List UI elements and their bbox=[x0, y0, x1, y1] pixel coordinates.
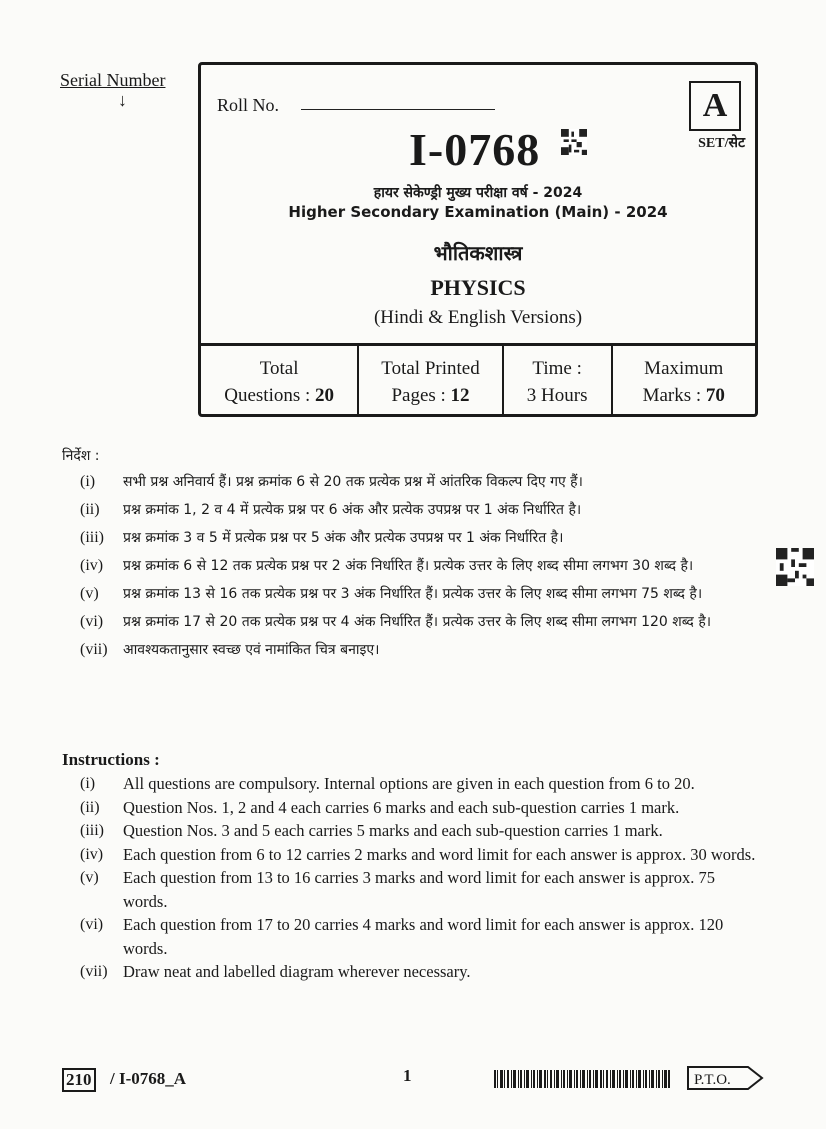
list-item: (vi) Each question from 17 to 20 carries 4 marks and word limit for each answer is approx. 120 words. bbox=[80, 915, 724, 958]
stat-max-marks bbox=[613, 346, 755, 417]
stat-total-pages bbox=[359, 346, 503, 417]
barcode-icon bbox=[494, 1070, 670, 1088]
list-item: (iii) प्रश्न क्रमांक 3 व 5 में प्रत्येक प्रश्न पर 5 अंक और प्रत्येक उपप्रश्न पर 1 अंक निर्धारित है। bbox=[80, 529, 564, 546]
list-item: (vii) आवश्यकतानुसार स्वच्छ एवं नामांकित चित्र बनाइए। bbox=[80, 641, 380, 658]
stat-time bbox=[504, 346, 613, 417]
footer-paper-ref: / I-0768_A bbox=[110, 1069, 187, 1088]
roll-number-field[interactable] bbox=[301, 109, 495, 110]
exam-title-english: Higher Secondary Examination (Main) - 2024 bbox=[288, 203, 668, 221]
paper-code: I-0768 bbox=[409, 124, 541, 175]
list-item: (iv) Each question from 6 to 12 carries 2 marks and word limit for each answer is approx. 30 words. bbox=[80, 844, 756, 864]
stat-line1: Maximum bbox=[644, 357, 724, 379]
list-item: (i) All questions are compulsory. Internal options are given in each question from 6 to 20. bbox=[80, 774, 695, 793]
instructions-hindi-title: निर्देश : bbox=[62, 448, 100, 464]
set-letter-box: A bbox=[689, 81, 741, 131]
page-number: 1 bbox=[403, 1066, 412, 1085]
instructions-hindi-list bbox=[80, 468, 770, 664]
roll-number-label: Roll No. bbox=[217, 95, 280, 115]
versions-note: (Hindi & English Versions) bbox=[373, 307, 583, 328]
stat-line2: 3 Hours bbox=[526, 384, 588, 406]
stat-line2: Questions : 20 bbox=[224, 384, 335, 406]
qr-code-icon bbox=[561, 129, 587, 155]
exam-title-hindi: हायर सेकेण्ड्री मुख्य परीक्षा वर्ष - 2024 bbox=[373, 185, 583, 201]
instructions-english-list bbox=[80, 772, 760, 984]
set-label: SET/सेट bbox=[698, 136, 745, 151]
stat-line2: Marks : 70 bbox=[642, 384, 725, 406]
stat-total-questions bbox=[201, 346, 359, 417]
header-box bbox=[198, 62, 758, 417]
qr-code-icon bbox=[776, 548, 814, 586]
list-item: (vi) प्रश्न क्रमांक 17 से 20 तक प्रत्येक प्रश्न पर 4 अंक निर्धारित हैं। प्रत्येक उत्तर के लिए शब्द सीमा लगभग 120 शब्द है। bbox=[80, 613, 712, 630]
subject-english: PHYSICS bbox=[430, 275, 526, 300]
stat-line2: Pages : 12 bbox=[391, 384, 470, 406]
list-item: (ii) प्रश्न क्रमांक 1, 2 व 4 में प्रत्येक प्रश्न पर 6 अंक और प्रत्येक उपप्रश्न पर 1 अंक निर्धारित है। bbox=[80, 501, 582, 518]
footer-code-box: 210 bbox=[62, 1068, 96, 1092]
pto-arrow-badge bbox=[686, 1064, 764, 1092]
down-arrow-icon: ↓ bbox=[118, 90, 127, 110]
stats-row bbox=[201, 343, 755, 417]
stat-line1: Total Printed bbox=[381, 357, 480, 379]
serial-number-label: Serial Number bbox=[60, 70, 166, 90]
list-item: (i) सभी प्रश्न अनिवार्य हैं। प्रश्न क्रमांक 6 से 20 तक प्रत्येक प्रश्न में आंतरिक विकल्प दिए गए हैं। bbox=[80, 473, 583, 490]
list-item: (v) Each question from 13 to 16 carries 3 marks and word limit for each answer is approx. 75 words. bbox=[80, 868, 716, 911]
instructions-english-title: Instructions : bbox=[62, 750, 160, 769]
pto-label: P.T.O. bbox=[694, 1072, 731, 1088]
subject-hindi: भौतिकशास्त्र bbox=[433, 241, 523, 265]
stat-line1: Time : bbox=[532, 357, 582, 379]
list-item: (iv) प्रश्न क्रमांक 6 से 12 तक प्रत्येक प्रश्न पर 2 अंक निर्धारित हैं। प्रत्येक उत्तर के लिए शब्द सीमा लगभग 30 शब्द है। bbox=[80, 557, 694, 574]
stat-line1: Total bbox=[259, 357, 299, 379]
list-item: (v) प्रश्न क्रमांक 13 से 16 तक प्रत्येक प्रश्न पर 3 अंक निर्धारित हैं। प्रत्येक उत्तर के लिए शब्द सीमा लगभग 75 शब्द है। bbox=[80, 585, 703, 602]
list-item: (vii) Draw neat and labelled diagram wherever necessary. bbox=[80, 962, 471, 981]
list-item: (iii) Question Nos. 3 and 5 each carries 5 marks and each sub-question carries 1 mark. bbox=[80, 821, 663, 840]
list-item: (ii) Question Nos. 1, 2 and 4 each carries 6 marks and each sub-question carries 1 mark. bbox=[80, 797, 680, 817]
